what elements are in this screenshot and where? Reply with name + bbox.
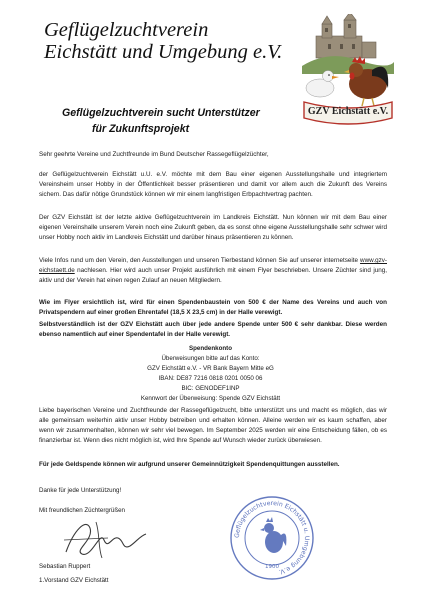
club-name-line1: Geflügelzuchtverein [44, 19, 209, 41]
website-link[interactable]: www.gzv-eichstaett.de [39, 257, 387, 274]
club-logo [298, 14, 398, 126]
salutation: Sehr geehrte Vereine und Zuchtfreunde im Bund Deutscher Rassegeflügelzüchter, [39, 151, 269, 158]
donation-brick-note: Wie im Flyer ersichtlich ist, wird für einen Spendenbaustein von 500 € der Name des Vereins und auch von Privatspendern auf einer großen Ehrentafel (18,5 X 23,5 cm) in der Halle verewigt. [39, 299, 387, 316]
subtitle-line1: Geflügelzuchtverein sucht Unterstützer [62, 107, 260, 119]
paragraph-info [39, 256, 387, 286]
club-stamp [228, 494, 316, 582]
closing-thanks: Danke für jede Unterstützung! [39, 487, 122, 494]
paragraph-appeal: Liebe bayerischen Vereine und Zuchtfreunde der Rassegeflügelzucht, bitte unterstützt uns und macht es möglich, das wir alle gemeinsam weiterhin aktiv unser Hobby betreiben und erhalten können. Alleine werden wir es kaum schaffen, aber wenn wir zusammenhalten, können wir sehr viel bewegen. Im September 2025 werden wir eine Entscheidung fällen, ob es finanzierbar ist. Wenn dies nicht möglich ist, wird Ihre Spende auf Wunsch wieder zurück überwiesen. [39, 407, 387, 444]
closing-greeting: Mit freundlichen Züchtergrüßen [39, 507, 125, 514]
paragraph-info-text-end: nachlesen. Hier wird auch unser Projekt ausführlich mit einem Flyer beschrieben. Unsere Züchter sind jung, aktiv und der Verein hat einen regen Zulauf an neuen Mitgliedern. [39, 266, 387, 284]
account-line-iban: IBAN: DE87 7216 0818 0201 0050 06 [158, 374, 263, 382]
account-line-transfer: Überweisungen bitte auf das Konto: [161, 354, 260, 362]
account-line-reference: Kennwort der Überweisung: Spende GZV Eichstätt [140, 394, 281, 402]
subtitle-line2: für Zukunftsprojekt [92, 123, 190, 135]
paragraph-info-text-start: Viele Infos rund um den Verein, den Ausstellungen und unseren Tierbestand können Sie auf unserer internetseite [39, 257, 361, 264]
paragraph-project: der Geflügelzuchtverein Eichstätt u.U. e.V. möchte mit dem Bau einer eigenen Ausstellungshalle und integriertem Vereinsheim unser Hobby in der Öffentlichkeit besser präsentieren und damit vor allem auch die Zukunft des Vereins sichern. Das dafür nötige Grundstück können wir mir einem langfristigen Erbpachtvertrag pachten. [39, 171, 387, 198]
club-name-line2: Eichstätt und Umgebung e.V. [44, 41, 283, 63]
account-heading: Spendenkonto [189, 345, 232, 352]
small-donation-note: Selbstverständlich ist der GZV Eichstätt auch über jede andere Spende unter 500 € sehr dankbar. Diese werden ebenso namentlich auf einer Spendentafel in der Halle verewigt. [39, 321, 387, 338]
account-line-bic: BIC: GENODEF1INP [181, 384, 240, 392]
signer-role: 1.Vorstand GZV Eichstätt [39, 577, 109, 584]
receipt-note: Für jede Geldspende können wir aufgrund unserer Gemeinnützigkeit Spendenquittungen ausstellen. [39, 461, 340, 468]
club-logo-text: GZV Eichstätt e.V. [307, 106, 389, 117]
stamp-year: 1900 [265, 564, 279, 570]
donation-account [0, 344, 421, 403]
handwritten-signature [60, 510, 150, 562]
paragraph-last-club: Der GZV Eichstätt ist der letzte aktive Geflügelzuchtverein im Landkreis Eichstätt. Nun können wir mit dem Bau einer eigenen Vereinshalle unserem Verein noch eine Zukunft geben, da es sonst ohne eigene Ausstellungshalle sehr schwer wird unser Hobby noch aktiv im Landkreis Eichstätt und darüber hinaus präsentieren zu können. [39, 214, 387, 241]
stamp-bird-icon [260, 517, 286, 553]
account-line-bank: GZV Eichstätt e.V. - VR Bank Bayern Mitte eG [147, 364, 274, 372]
stamp-ring-text: Geflügelzuchtverein Eichstätt u. Umgebung e.V. [233, 499, 311, 576]
signer-name: Sebastian Ruppert [39, 563, 91, 570]
